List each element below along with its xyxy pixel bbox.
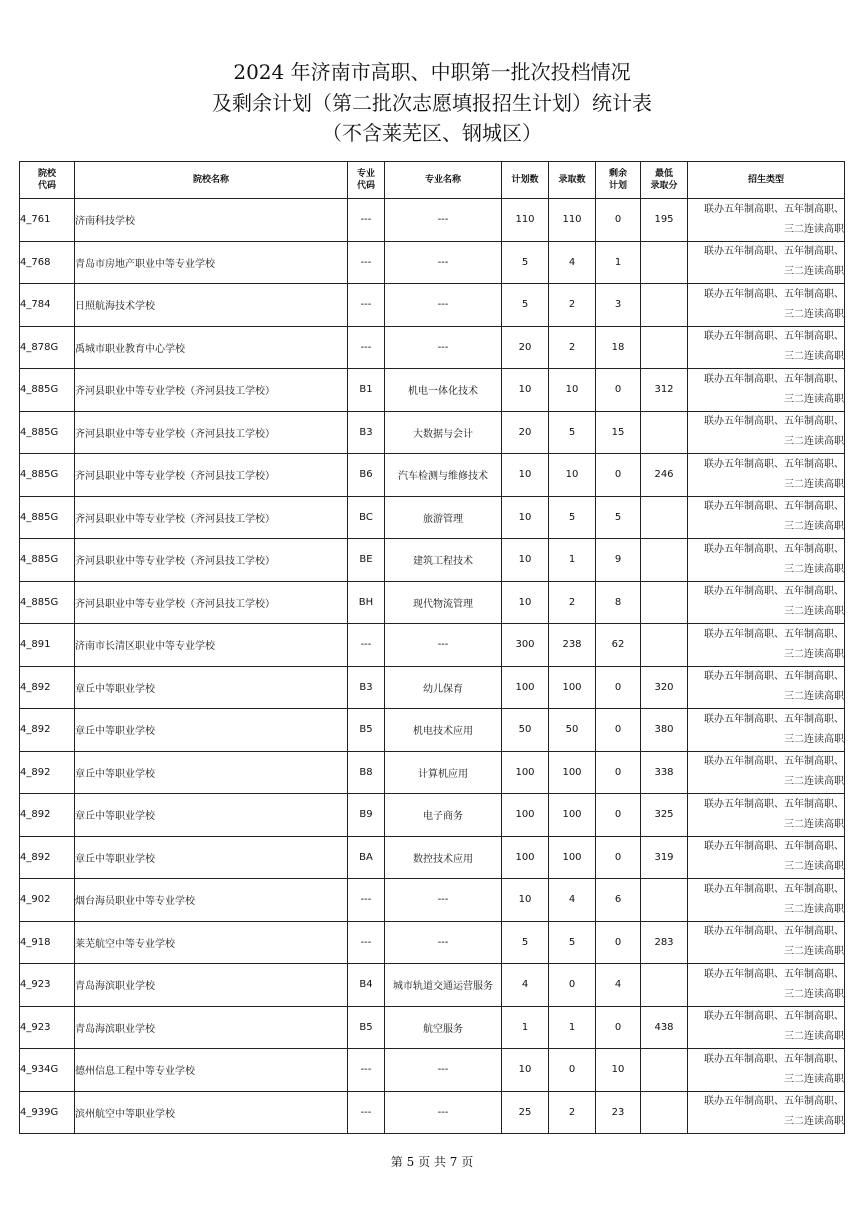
type-line-2: 三二连读高职 [784, 606, 844, 618]
cell-school-code: 4_784 [20, 284, 75, 327]
type-line-2: 三二连读高职 [784, 351, 844, 363]
cell-major-code: B4 [348, 964, 385, 1007]
type-line-2: 三二连读高职 [784, 393, 844, 405]
cell-major-code: BE [348, 539, 385, 582]
type-line-2: 三二连读高职 [784, 521, 844, 533]
table-row [20, 666, 845, 709]
cell-type [688, 709, 845, 752]
type-line-1: 联办五年制高职、五年制高职、 [704, 926, 844, 938]
cell-major-name: --- [385, 1049, 502, 1092]
type-line-2: 三二连读高职 [784, 478, 844, 490]
cell-school-name: 章丘中等职业学校 [75, 794, 348, 837]
cell-type [688, 454, 845, 497]
cell-plan: 300 [502, 624, 549, 667]
cell-admitted: 5 [549, 496, 596, 539]
cell-school-code: 4_885G [20, 454, 75, 497]
cell-admitted: 100 [549, 751, 596, 794]
cell-min-score [641, 284, 688, 327]
cell-type [688, 199, 845, 242]
cell-major-code: --- [348, 241, 385, 284]
cell-school-name: 章丘中等职业学校 [75, 751, 348, 794]
type-line-2: 三二连读高职 [784, 691, 844, 703]
cell-min-score: 320 [641, 666, 688, 709]
cell-major-name: 建筑工程技术 [385, 539, 502, 582]
cell-admitted: 110 [549, 199, 596, 242]
cell-plan: 100 [502, 751, 549, 794]
cell-major-name: --- [385, 284, 502, 327]
cell-plan: 100 [502, 794, 549, 837]
table-row [20, 496, 845, 539]
cell-school-name: 章丘中等职业学校 [75, 666, 348, 709]
cell-school-name: 青岛海滨职业学校 [75, 1006, 348, 1049]
table-row [20, 411, 845, 454]
cell-type [688, 879, 845, 922]
type-line-1: 联办五年制高职、五年制高职、 [704, 841, 844, 853]
footer-prefix: 第 [390, 1155, 403, 1169]
table-row [20, 369, 845, 412]
type-line-1: 联办五年制高职、五年制高职、 [704, 203, 844, 215]
type-line-2: 三二连读高职 [784, 308, 844, 320]
cell-remaining: 1 [596, 241, 641, 284]
cell-remaining: 8 [596, 581, 641, 624]
cell-school-name: 章丘中等职业学校 [75, 709, 348, 752]
type-line-1: 联办五年制高职、五年制高职、 [704, 671, 844, 683]
cell-school-name: 济南科技学校 [75, 199, 348, 242]
type-line-1: 联办五年制高职、五年制高职、 [704, 1096, 844, 1108]
cell-major-name: 机电技术应用 [385, 709, 502, 752]
cell-plan: 5 [502, 241, 549, 284]
type-line-1: 联办五年制高职、五年制高职、 [704, 543, 844, 555]
cell-major-name: 机电一体化技术 [385, 369, 502, 412]
cell-school-name: 济南市长清区职业中等专业学校 [75, 624, 348, 667]
cell-major-code: --- [348, 284, 385, 327]
cell-school-code: 4_892 [20, 751, 75, 794]
cell-admitted: 10 [549, 369, 596, 412]
table-row [20, 199, 845, 242]
cell-min-score: 380 [641, 709, 688, 752]
cell-major-name: 旅游管理 [385, 496, 502, 539]
cell-plan: 10 [502, 496, 549, 539]
cell-remaining: 5 [596, 496, 641, 539]
cell-plan: 10 [502, 879, 549, 922]
cell-school-name: 齐河县职业中等专业学校（齐河县技工学校） [75, 454, 348, 497]
type-line-1: 联办五年制高职、五年制高职、 [704, 756, 844, 768]
cell-min-score [641, 964, 688, 1007]
cell-plan: 10 [502, 1049, 549, 1092]
cell-plan: 5 [502, 921, 549, 964]
cell-remaining: 0 [596, 921, 641, 964]
cell-major-name: 航空服务 [385, 1006, 502, 1049]
type-line-1: 联办五年制高职、五年制高职、 [704, 1011, 844, 1023]
cell-admitted: 2 [549, 326, 596, 369]
cell-min-score [641, 624, 688, 667]
type-line-2: 三二连读高职 [784, 988, 844, 1000]
cell-school-name: 德州信息工程中等专业学校 [75, 1049, 348, 1092]
cell-major-code: --- [348, 326, 385, 369]
cell-admitted: 5 [549, 921, 596, 964]
cell-plan: 110 [502, 199, 549, 242]
cell-min-score: 438 [641, 1006, 688, 1049]
type-line-1: 联办五年制高职、五年制高职、 [704, 288, 844, 300]
cell-type [688, 241, 845, 284]
cell-school-code: 4_885G [20, 411, 75, 454]
cell-min-score: 195 [641, 199, 688, 242]
cell-major-name: 计算机应用 [385, 751, 502, 794]
cell-plan: 1 [502, 1006, 549, 1049]
page-footer [0, 1153, 864, 1170]
cell-school-name: 日照航海技术学校 [75, 284, 348, 327]
cell-school-code: 4_892 [20, 836, 75, 879]
cell-major-code: B9 [348, 794, 385, 837]
header-min-score: 最低 录取分 [641, 162, 688, 199]
cell-admitted: 10 [549, 454, 596, 497]
cell-school-name: 章丘中等职业学校 [75, 836, 348, 879]
cell-remaining: 4 [596, 964, 641, 1007]
cell-major-name: --- [385, 624, 502, 667]
header-remaining: 剩余 计划 [596, 162, 641, 199]
footer-total-pages: 7 [449, 1155, 458, 1169]
cell-major-code: B3 [348, 411, 385, 454]
cell-remaining: 15 [596, 411, 641, 454]
cell-plan: 10 [502, 369, 549, 412]
cell-remaining: 0 [596, 369, 641, 412]
cell-major-code: B5 [348, 709, 385, 752]
cell-min-score [641, 1049, 688, 1092]
document-title-line-2: 及剩余计划（第二批次志愿填报招生计划）统计表 [212, 91, 652, 115]
table-row [20, 1091, 845, 1134]
cell-school-code: 4_902 [20, 879, 75, 922]
cell-school-code: 4_892 [20, 666, 75, 709]
cell-school-code: 4_885G [20, 581, 75, 624]
type-line-1: 联办五年制高职、五年制高职、 [704, 1053, 844, 1065]
cell-major-name: --- [385, 1091, 502, 1134]
table-header-row [20, 162, 845, 199]
cell-min-score [641, 241, 688, 284]
cell-school-code: 4_885G [20, 496, 75, 539]
type-line-1: 联办五年制高职、五年制高职、 [704, 246, 844, 258]
cell-type [688, 411, 845, 454]
cell-min-score [641, 411, 688, 454]
cell-remaining: 0 [596, 454, 641, 497]
cell-admitted: 100 [549, 666, 596, 709]
type-line-2: 三二连读高职 [784, 776, 844, 788]
cell-school-name: 莱芜航空中等专业学校 [75, 921, 348, 964]
cell-admitted: 2 [549, 284, 596, 327]
type-line-1: 联办五年制高职、五年制高职、 [704, 586, 844, 598]
header-school-name: 院校名称 [75, 162, 348, 199]
table-row [20, 241, 845, 284]
cell-major-code: BC [348, 496, 385, 539]
type-line-2: 三二连读高职 [784, 861, 844, 873]
cell-school-name: 青岛海滨职业学校 [75, 964, 348, 1007]
type-line-1: 联办五年制高职、五年制高职、 [704, 798, 844, 810]
cell-type [688, 284, 845, 327]
type-line-2: 三二连读高职 [784, 903, 844, 915]
cell-major-name: --- [385, 921, 502, 964]
cell-major-name: 数控技术应用 [385, 836, 502, 879]
type-line-1: 联办五年制高职、五年制高职、 [704, 416, 844, 428]
cell-major-code: --- [348, 624, 385, 667]
cell-school-name: 齐河县职业中等专业学校（齐河县技工学校） [75, 496, 348, 539]
cell-remaining: 23 [596, 1091, 641, 1134]
cell-major-code: B3 [348, 666, 385, 709]
cell-admitted: 0 [549, 964, 596, 1007]
cell-plan: 10 [502, 539, 549, 582]
cell-major-name: 幼儿保育 [385, 666, 502, 709]
cell-remaining: 0 [596, 709, 641, 752]
type-line-1: 联办五年制高职、五年制高职、 [704, 968, 844, 980]
cell-min-score: 246 [641, 454, 688, 497]
cell-plan: 50 [502, 709, 549, 752]
table-row [20, 624, 845, 667]
cell-major-name: 现代物流管理 [385, 581, 502, 624]
cell-admitted: 2 [549, 1091, 596, 1134]
type-line-1: 联办五年制高职、五年制高职、 [704, 883, 844, 895]
cell-plan: 20 [502, 411, 549, 454]
cell-school-code: 4_891 [20, 624, 75, 667]
header-type: 招生类型 [688, 162, 845, 199]
cell-type [688, 666, 845, 709]
cell-min-score [641, 496, 688, 539]
cell-school-code: 4_878G [20, 326, 75, 369]
cell-major-name: --- [385, 241, 502, 284]
cell-school-code: 4_892 [20, 794, 75, 837]
type-line-2: 三二连读高职 [784, 223, 844, 235]
header-school-code: 院校 代码 [20, 162, 75, 199]
type-line-2: 三二连读高职 [784, 733, 844, 745]
cell-school-name: 齐河县职业中等专业学校（齐河县技工学校） [75, 369, 348, 412]
cell-min-score [641, 326, 688, 369]
cell-school-name: 烟台海员职业中等专业学校 [75, 879, 348, 922]
cell-remaining: 18 [596, 326, 641, 369]
cell-remaining: 10 [596, 1049, 641, 1092]
table-row [20, 751, 845, 794]
cell-remaining: 0 [596, 751, 641, 794]
cell-admitted: 0 [549, 1049, 596, 1092]
cell-min-score [641, 581, 688, 624]
cell-school-code: 4_939G [20, 1091, 75, 1134]
type-line-1: 联办五年制高职、五年制高职、 [704, 458, 844, 470]
cell-major-code: --- [348, 1049, 385, 1092]
cell-major-code: B6 [348, 454, 385, 497]
type-line-2: 三二连读高职 [784, 266, 844, 278]
table-row [20, 921, 845, 964]
cell-major-name: --- [385, 326, 502, 369]
cell-school-name: 滨州航空中等职业学校 [75, 1091, 348, 1134]
cell-school-code: 4_934G [20, 1049, 75, 1092]
table-row [20, 581, 845, 624]
cell-min-score [641, 539, 688, 582]
type-line-2: 三二连读高职 [784, 648, 844, 660]
type-line-1: 联办五年制高职、五年制高职、 [704, 501, 844, 513]
cell-min-score: 312 [641, 369, 688, 412]
cell-major-name: --- [385, 199, 502, 242]
table-row [20, 1049, 845, 1092]
table-row [20, 284, 845, 327]
cell-admitted: 4 [549, 879, 596, 922]
type-line-1: 联办五年制高职、五年制高职、 [704, 373, 844, 385]
cell-admitted: 5 [549, 411, 596, 454]
table-row [20, 1006, 845, 1049]
cell-major-code: BH [348, 581, 385, 624]
cell-admitted: 100 [549, 836, 596, 879]
cell-major-name: 城市轨道交通运营服务 [385, 964, 502, 1007]
cell-school-name: 禹城市职业教育中心学校 [75, 326, 348, 369]
table-row [20, 964, 845, 1007]
cell-remaining: 6 [596, 879, 641, 922]
cell-remaining: 0 [596, 199, 641, 242]
cell-min-score [641, 879, 688, 922]
cell-min-score: 325 [641, 794, 688, 837]
document-title-line-1: 2024 年济南市高职、中职第一批次投档情况 [233, 60, 631, 84]
cell-min-score [641, 1091, 688, 1134]
type-line-2: 三二连读高职 [784, 1031, 844, 1043]
cell-plan: 100 [502, 666, 549, 709]
cell-major-code: --- [348, 879, 385, 922]
cell-major-code: --- [348, 199, 385, 242]
cell-major-code: B1 [348, 369, 385, 412]
cell-type [688, 964, 845, 1007]
header-admitted: 录取数 [549, 162, 596, 199]
cell-major-name: 电子商务 [385, 794, 502, 837]
cell-type [688, 836, 845, 879]
cell-type [688, 539, 845, 582]
admission-table [19, 161, 845, 1134]
cell-school-code: 4_885G [20, 539, 75, 582]
cell-admitted: 1 [549, 539, 596, 582]
cell-plan: 5 [502, 284, 549, 327]
cell-plan: 25 [502, 1091, 549, 1134]
cell-type [688, 496, 845, 539]
table-row [20, 794, 845, 837]
cell-type [688, 326, 845, 369]
cell-school-name: 齐河县职业中等专业学校（齐河县技工学校） [75, 539, 348, 582]
cell-admitted: 100 [549, 794, 596, 837]
cell-school-code: 4_761 [20, 199, 75, 242]
table-row [20, 539, 845, 582]
cell-plan: 4 [502, 964, 549, 1007]
header-plan: 计划数 [502, 162, 549, 199]
cell-min-score: 338 [641, 751, 688, 794]
type-line-2: 三二连读高职 [784, 563, 844, 575]
cell-type [688, 751, 845, 794]
cell-type [688, 1091, 845, 1134]
header-major-name: 专业名称 [385, 162, 502, 199]
cell-min-score: 319 [641, 836, 688, 879]
cell-plan: 100 [502, 836, 549, 879]
type-line-1: 联办五年制高职、五年制高职、 [704, 713, 844, 725]
type-line-2: 三二连读高职 [784, 818, 844, 830]
cell-school-code: 4_892 [20, 709, 75, 752]
header-major-code: 专业 代码 [348, 162, 385, 199]
type-line-2: 三二连读高职 [784, 1073, 844, 1085]
footer-mid: 页 共 [418, 1155, 446, 1169]
cell-type [688, 624, 845, 667]
cell-major-name: --- [385, 879, 502, 922]
cell-school-name: 齐河县职业中等专业学校（齐河县技工学校） [75, 581, 348, 624]
cell-major-name: 大数据与会计 [385, 411, 502, 454]
cell-type [688, 581, 845, 624]
cell-major-code: B8 [348, 751, 385, 794]
cell-plan: 20 [502, 326, 549, 369]
cell-school-code: 4_923 [20, 964, 75, 1007]
cell-school-name: 齐河县职业中等专业学校（齐河县技工学校） [75, 411, 348, 454]
cell-school-name: 青岛市房地产职业中等专业学校 [75, 241, 348, 284]
cell-type [688, 1049, 845, 1092]
type-line-1: 联办五年制高职、五年制高职、 [704, 331, 844, 343]
footer-page-number: 5 [406, 1155, 415, 1169]
table-row [20, 879, 845, 922]
cell-admitted: 4 [549, 241, 596, 284]
cell-school-code: 4_923 [20, 1006, 75, 1049]
cell-plan: 10 [502, 581, 549, 624]
cell-admitted: 238 [549, 624, 596, 667]
footer-suffix: 页 [461, 1155, 474, 1169]
cell-type [688, 369, 845, 412]
cell-type [688, 921, 845, 964]
cell-admitted: 2 [549, 581, 596, 624]
cell-major-code: B5 [348, 1006, 385, 1049]
table-row [20, 709, 845, 752]
cell-admitted: 1 [549, 1006, 596, 1049]
table-row [20, 836, 845, 879]
cell-remaining: 0 [596, 836, 641, 879]
cell-major-code: --- [348, 921, 385, 964]
cell-remaining: 0 [596, 666, 641, 709]
cell-major-code: --- [348, 1091, 385, 1134]
cell-school-code: 4_918 [20, 921, 75, 964]
cell-min-score: 283 [641, 921, 688, 964]
type-line-2: 三二连读高职 [784, 436, 844, 448]
cell-major-name: 汽车检测与维修技术 [385, 454, 502, 497]
cell-remaining: 9 [596, 539, 641, 582]
cell-remaining: 3 [596, 284, 641, 327]
type-line-2: 三二连读高职 [784, 1116, 844, 1128]
table-row [20, 454, 845, 497]
type-line-2: 三二连读高职 [784, 946, 844, 958]
cell-major-code: BA [348, 836, 385, 879]
type-line-1: 联办五年制高职、五年制高职、 [704, 628, 844, 640]
cell-type [688, 794, 845, 837]
cell-remaining: 0 [596, 1006, 641, 1049]
cell-type [688, 1006, 845, 1049]
cell-remaining: 0 [596, 794, 641, 837]
cell-admitted: 50 [549, 709, 596, 752]
cell-school-code: 4_885G [20, 369, 75, 412]
table-row [20, 326, 845, 369]
cell-school-code: 4_768 [20, 241, 75, 284]
document-title-line-3: （不含莱芜区、钢城区） [322, 121, 542, 145]
cell-plan: 10 [502, 454, 549, 497]
cell-remaining: 62 [596, 624, 641, 667]
